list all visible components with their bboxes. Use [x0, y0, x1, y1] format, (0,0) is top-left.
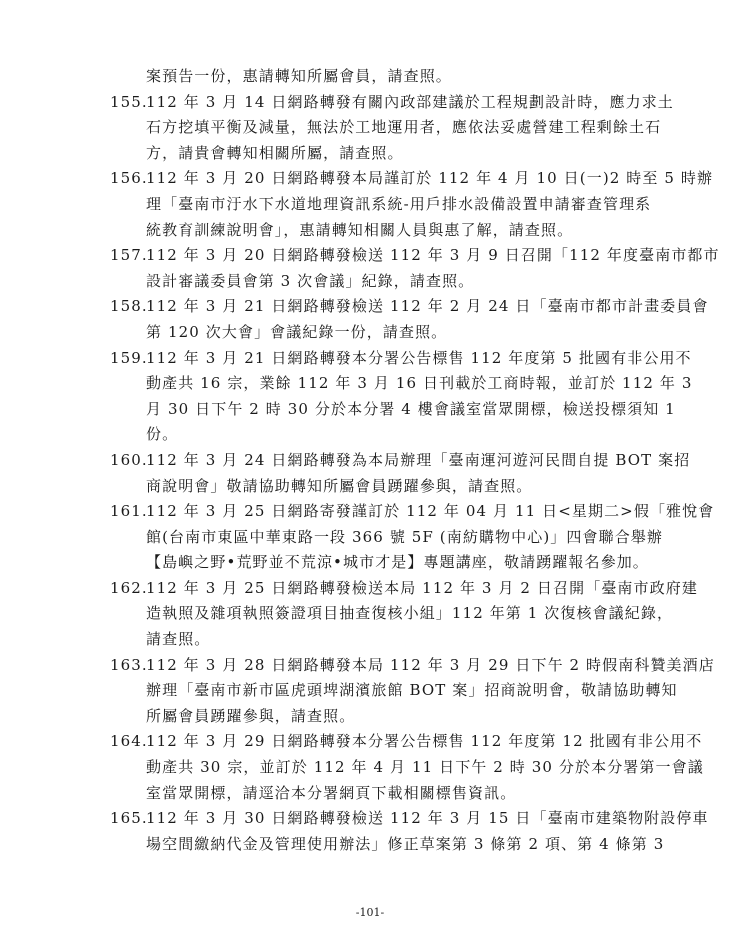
text-line	[110, 320, 650, 346]
item-number: 160.	[110, 450, 148, 469]
line-text: 112 年 3 月 14 日網路轉發有關內政部建議於工程規劃設計時，應力求土	[146, 92, 674, 111]
item-number: 163.	[110, 655, 148, 674]
item-number: 159.	[110, 348, 148, 367]
line-text: 動產共 30 宗，並訂於 112 年 4 月 11 日下午 2 時 30 分於本分署第一會議	[146, 758, 704, 777]
text-line	[110, 576, 698, 602]
text-line	[110, 115, 662, 141]
line-text: 112 年 3 月 25 日網路轉發檢送本局 112 年 3 月 2 日召開「臺南市政府建	[146, 578, 698, 597]
line-text: 辦理「臺南市新市區虎頭埤湖濱旅館 BOT 案」招商說明會，敬請協助轉知	[146, 681, 678, 700]
text-line	[110, 474, 650, 500]
text-line	[110, 601, 674, 627]
text-line	[110, 192, 650, 218]
text-line	[110, 269, 650, 295]
line-text: 112 年 3 月 29 日網路轉發本分署公告標售 112 年度第 12 批國有非公用不	[146, 732, 703, 751]
text-line	[110, 243, 720, 269]
list-item	[110, 90, 674, 167]
item-number: 155.	[110, 92, 148, 111]
list-item	[110, 806, 709, 857]
line-text: 份。	[146, 425, 179, 444]
text-line	[110, 448, 691, 474]
line-text: 案預告一份，惠請轉知所屬會員，請查照。	[146, 67, 452, 85]
line-text: 理「臺南市汙水下水道地理資訊系統-用戶排水設備設置申請審查管理系	[146, 194, 652, 213]
line-text: 【島嶼之野•荒野並不荒涼•城市才是】專題講座，敬請踴躍報名參加。	[146, 553, 649, 572]
text-line	[110, 397, 676, 423]
text-line	[110, 499, 715, 525]
list-item	[110, 346, 693, 448]
text-line	[110, 166, 714, 192]
text-line	[110, 806, 709, 832]
line-text: 112 年 3 月 30 日網路轉發檢送 112 年 3 月 15 日「臺南市建築物附設停車	[146, 809, 709, 828]
text-line	[110, 90, 674, 116]
line-text: 石方挖填平衡及減量，無法於工地運用者，應依法妥處營建工程剩餘土石	[146, 118, 662, 137]
text-line	[110, 781, 650, 807]
text-line	[110, 525, 664, 551]
line-text: 商說明會」敬請協助轉知所屬會員踴躍參與，請查照。	[146, 476, 533, 495]
list-item	[110, 166, 714, 243]
item-number: 156.	[110, 169, 148, 188]
line-text: 112 年 3 月 24 日網路轉發為本局辦理「臺南運河遊河民間自提 BOT 案招	[146, 450, 691, 469]
line-text: 館(台南市東區中華東路一段 366 號 5F (南紡購物中心)」四會聯合舉辦	[146, 527, 664, 546]
line-text: 所屬會員踴躍參與，請查照。	[146, 706, 356, 725]
text-line	[110, 653, 715, 679]
list-item	[110, 64, 650, 90]
list-item	[110, 499, 715, 576]
text-line	[110, 141, 650, 167]
text-line	[110, 346, 692, 372]
text-line	[110, 294, 709, 320]
item-number: 165.	[110, 809, 148, 828]
text-line	[110, 64, 650, 90]
list-item	[110, 448, 691, 499]
document-body	[110, 64, 720, 857]
item-number: 161.	[110, 502, 148, 521]
line-text: 室當眾開標，請逕洽本分署網頁下載相關標售資訊。	[146, 783, 517, 802]
list-item	[110, 243, 720, 294]
item-number: 164.	[110, 732, 148, 751]
line-text: 112 年 3 月 28 日網路轉發本局 112 年 3 月 29 日下午 2 時假南科贊美酒店	[146, 655, 715, 674]
text-line	[110, 422, 650, 448]
text-line	[110, 678, 678, 704]
line-text: 方，請貴會轉知相關所屬，請查照。	[146, 143, 404, 162]
line-text: 請查照。	[146, 630, 211, 649]
list-item	[110, 729, 704, 806]
line-text: 設計審議委員會第 3 次會議」紀錄，請查照。	[146, 271, 475, 290]
line-text: 112 年 3 月 25 日網路寄發謹訂於 112 年 04 月 11 日<星期二>假「雅悅會	[146, 502, 715, 521]
line-text: 112 年 3 月 20 日網路轉發本局謹訂於 112 年 4 月 10 日(一)2 時至 5 時辦	[146, 169, 714, 188]
list-item	[110, 294, 709, 345]
item-number: 157.	[110, 246, 148, 265]
item-number: 158.	[110, 297, 148, 316]
text-line	[110, 627, 650, 653]
line-text: 第 120 次大會」會議紀錄一份，請查照。	[146, 322, 448, 341]
line-text: 動產共 16 宗，業餘 112 年 3 月 16 日刊載於工商時報，並訂於 112 年 3	[146, 374, 693, 393]
text-line	[110, 729, 703, 755]
line-text: 造執照及雜項執照簽證項目抽查復核小組」112 年第 1 次復核會議紀錄，	[146, 604, 674, 623]
list-item	[110, 576, 698, 653]
line-text: 112 年 3 月 21 日網路轉發本分署公告標售 112 年度第 5 批國有非公用不	[146, 348, 692, 367]
text-line	[110, 704, 650, 730]
text-line	[110, 832, 665, 858]
list-item	[110, 653, 715, 730]
page-number: -101-	[355, 906, 385, 919]
line-text: 月 30 日下午 2 時 30 分於本分署 4 樓會議室當眾開標，檢送投標須知 1	[146, 399, 676, 418]
text-line	[110, 371, 693, 397]
line-text: 112 年 3 月 20 日網路轉發檢送 112 年 3 月 9 日召開「112 年度臺南市都市	[146, 246, 720, 265]
line-text: 場空間繳納代金及管理使用辦法」修正草案第 3 條第 2 項、第 4 條第 3	[146, 834, 665, 853]
text-line	[110, 550, 650, 576]
item-number: 162.	[110, 578, 148, 597]
line-text: 統教育訓練說明會」，惠請轉知相關人員與惠了解，請查照。	[146, 220, 574, 239]
text-line	[110, 755, 704, 781]
text-line	[110, 218, 650, 244]
line-text: 112 年 3 月 21 日網路轉發檢送 112 年 2 月 24 日「臺南市都市計畫委員會	[146, 297, 709, 316]
